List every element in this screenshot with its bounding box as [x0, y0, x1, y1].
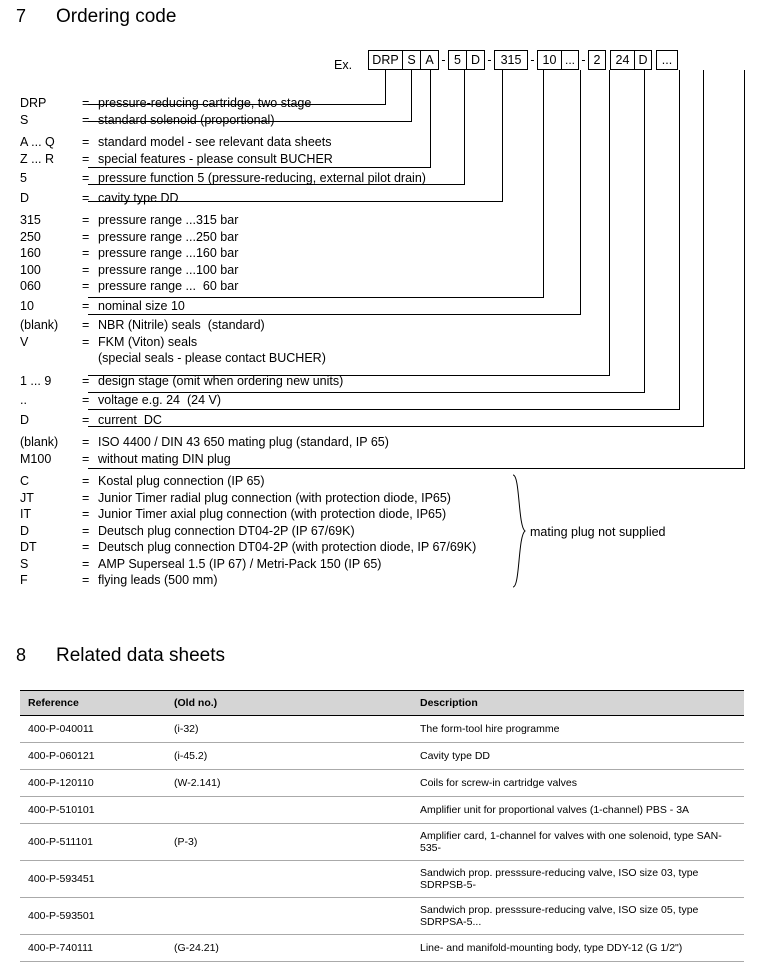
legend-eq: = — [82, 135, 90, 149]
code-box-plug: ... — [656, 50, 678, 70]
legend-key: A ... Q — [20, 135, 55, 149]
legend-key: .. — [20, 393, 27, 407]
ordering-code-boxes — [368, 50, 678, 70]
legend-text: Deutsch plug connection DT04-2P (IP 67/69K) — [98, 523, 355, 538]
legend-eq: = — [82, 556, 90, 571]
cell-description: The form-tool hire programme — [412, 716, 744, 743]
legend-eq: = — [82, 229, 90, 244]
cell-old-no: (G-24.21) — [166, 935, 412, 962]
legend-key: V — [20, 334, 29, 349]
legend-row — [20, 262, 476, 279]
legend-eq: = — [82, 318, 90, 332]
legend-row — [20, 134, 476, 151]
leader-line-seals — [609, 70, 610, 375]
legend-key: IT — [20, 507, 32, 521]
legend-row — [20, 212, 476, 229]
legend-text: voltage e.g. 24 (24 V) — [98, 393, 221, 407]
legend-eq: = — [82, 279, 90, 293]
legend-text: Kostal plug connection (IP 65) — [98, 474, 265, 488]
section-number: 8 — [16, 645, 27, 665]
cell-description: Sandwich prop. presssure-reducing valve, ISO size 05, type SDRPSA-5... — [412, 898, 744, 935]
legend-row — [20, 190, 476, 207]
legend-eq: = — [82, 112, 90, 127]
legend-key: S — [20, 112, 29, 127]
cell-description: Sandwich prop. presssure-reducing valve, ISO size 03, type SDRPSB-5- — [412, 861, 744, 898]
cell-old-no — [166, 797, 412, 824]
legend-eq: = — [82, 171, 90, 185]
legend-row — [20, 523, 476, 540]
legend-key: D — [20, 523, 30, 538]
table-row — [20, 797, 744, 824]
legend-row — [20, 334, 476, 351]
legend-eq: = — [82, 507, 90, 521]
legend-eq: = — [82, 96, 90, 110]
table-row — [20, 935, 744, 962]
legend-key: 5 — [20, 171, 27, 185]
legend-text: cavity type DD — [98, 190, 179, 205]
legend-key: C — [20, 474, 30, 488]
legend-row — [20, 170, 476, 187]
cell-old-no: (W-2.141) — [166, 770, 412, 797]
section-heading-ordering-code — [16, 6, 176, 28]
table-row — [20, 743, 744, 770]
legend-text: pressure range ... 60 bar — [98, 279, 239, 293]
legend-text: AMP Superseal 1.5 (IP 67) / Metri-Pack 150 (IP 65) — [98, 556, 382, 571]
legend-text: Junior Timer radial plug connection (with protection diode, IP65) — [98, 490, 451, 505]
legend-text: (special seals - please contact BUCHER) — [98, 351, 326, 365]
legend-key: JT — [20, 490, 34, 505]
legend-key: D — [20, 190, 30, 205]
legend-key: DRP — [20, 96, 47, 110]
legend-text: ISO 4400 / DIN 43 650 mating plug (standard, IP 65) — [98, 435, 389, 449]
legend-key: 100 — [20, 262, 41, 277]
code-separator-2: - — [487, 53, 492, 67]
cell-old-no — [166, 898, 412, 935]
legend-key: 160 — [20, 246, 41, 260]
code-box-nominal-size: 10 — [537, 50, 561, 70]
legend-row — [20, 434, 476, 451]
section-number: 7 — [16, 6, 27, 26]
legend-eq: = — [82, 474, 90, 488]
legend-text: pressure range ...100 bar — [98, 262, 239, 277]
cell-description: Amplifier unit for proportional valves (1-channel) PBS - 3A — [412, 797, 744, 824]
leader-line-cavity — [502, 70, 503, 201]
legend-text: nominal size 10 — [98, 298, 185, 313]
leader-line-plug — [744, 70, 745, 468]
code-box-solenoid: S — [402, 50, 420, 70]
column-header-reference: Reference — [20, 691, 166, 716]
code-separator-1: - — [441, 53, 446, 67]
legend-key: D — [20, 412, 30, 427]
related-data-sheets-table — [20, 690, 744, 962]
legend-eq: = — [82, 540, 90, 554]
cell-reference: 400-P-060121 — [20, 743, 166, 770]
legend-text: FKM (Viton) seals — [98, 334, 198, 349]
legend-row — [20, 451, 476, 468]
legend-key: 315 — [20, 213, 41, 227]
legend-eq: = — [82, 490, 90, 505]
code-box-voltage: 24 — [610, 50, 634, 70]
column-header-description: Description — [412, 691, 744, 716]
brace-icon — [512, 474, 526, 588]
legend-text: pressure function 5 (pressure-reducing, external pilot drain) — [98, 171, 426, 185]
example-label: Ex. — [334, 58, 353, 72]
legend-row — [20, 112, 476, 129]
cell-reference: 400-P-040011 — [20, 716, 166, 743]
cell-old-no: (i-32) — [166, 716, 412, 743]
section-title: Related data sheets — [56, 645, 226, 666]
legend-row — [20, 229, 476, 246]
legend-eq: = — [82, 451, 90, 466]
legend-text: special features - please consult BUCHER — [98, 151, 333, 166]
legend-key: 060 — [20, 279, 41, 293]
legend-row — [20, 539, 476, 556]
leader-line-current — [703, 70, 704, 426]
cell-reference: 400-P-510101 — [20, 797, 166, 824]
cell-description: Cavity type DD — [412, 743, 744, 770]
cell-old-no: (i-45.2) — [166, 743, 412, 770]
legend-row — [20, 317, 476, 334]
legend-row — [20, 298, 476, 315]
legend-row — [20, 151, 476, 168]
legend-eq: = — [82, 523, 90, 538]
mating-plug-note: mating plug not supplied — [530, 525, 666, 539]
legend-text: flying leads (500 mm) — [98, 573, 218, 587]
legend-text: pressure range ...315 bar — [98, 213, 239, 227]
legend-text: pressure range ...250 bar — [98, 229, 239, 244]
cell-description: Line- and manifold-mounting body, type DDY-12 (G 1/2") — [412, 935, 744, 962]
code-box-current: D — [634, 50, 652, 70]
leader-line-design-stage — [644, 70, 645, 392]
legend-key: F — [20, 573, 28, 587]
legend-row — [20, 572, 476, 589]
legend-eq: = — [82, 435, 90, 449]
cell-description: Coils for screw-in cartridge valves — [412, 770, 744, 797]
legend-row — [20, 350, 476, 367]
legend-text: current DC — [98, 412, 162, 427]
legend-row — [20, 373, 476, 390]
cell-reference: 400-P-120110 — [20, 770, 166, 797]
code-box-pressure-range: 315 — [494, 50, 528, 70]
legend-eq: = — [82, 213, 90, 227]
legend-text: pressure range ...160 bar — [98, 246, 239, 260]
code-box-design-stage: 2 — [588, 50, 606, 70]
legend-key: 10 — [20, 298, 34, 313]
legend-row — [20, 278, 476, 295]
leader-line-pressure — [543, 70, 544, 297]
legend-key: DT — [20, 540, 37, 554]
legend-text: Junior Timer axial plug connection (with protection diode, IP65) — [98, 507, 447, 521]
legend-key: (blank) — [20, 318, 59, 332]
legend-text: standard model - see relevant data sheets — [98, 135, 332, 149]
code-box-drp: DRP — [368, 50, 402, 70]
table-row — [20, 770, 744, 797]
table-row — [20, 898, 744, 935]
code-box-model: A — [420, 50, 439, 70]
cell-description: Amplifier card, 1-channel for valves with one solenoid, type SAN-535- — [412, 824, 744, 861]
table-header-row — [20, 691, 744, 716]
legend-eq: = — [82, 298, 90, 313]
column-header-old-no: (Old no.) — [166, 691, 412, 716]
cell-reference: 400-P-593501 — [20, 898, 166, 935]
legend-key: S — [20, 556, 29, 571]
legend-text: without mating DIN plug — [98, 451, 231, 466]
legend-text: Deutsch plug connection DT04-2P (with protection diode, IP 67/69K) — [98, 540, 477, 554]
legend-text: NBR (Nitrile) seals (standard) — [98, 318, 265, 332]
legend-row — [20, 95, 476, 112]
legend-eq: = — [82, 262, 90, 277]
legend-key: M100 — [20, 451, 52, 466]
legend-row — [20, 556, 476, 573]
code-box-cavity: D — [466, 50, 485, 70]
legend-row — [20, 506, 476, 523]
legend-row — [20, 392, 476, 409]
legend-eq: = — [82, 573, 90, 587]
legend-eq: = — [82, 412, 90, 427]
legend-key: 250 — [20, 229, 41, 244]
legend-row — [20, 490, 476, 507]
section-heading-related-data-sheets — [16, 645, 225, 667]
section-title: Ordering code — [56, 6, 177, 27]
legend-eq: = — [82, 151, 90, 166]
cell-reference: 400-P-740111 — [20, 935, 166, 962]
cell-reference: 400-P-593451 — [20, 861, 166, 898]
legend-eq: = — [82, 334, 90, 349]
cell-old-no: (P-3) — [166, 824, 412, 861]
code-box-function: 5 — [448, 50, 466, 70]
legend-row — [20, 473, 476, 490]
legend-text: standard solenoid (proportional) — [98, 112, 275, 127]
leader-line-nominal — [580, 70, 581, 314]
table-row — [20, 824, 744, 861]
legend-key: (blank) — [20, 435, 59, 449]
ordering-code-legend — [20, 95, 476, 589]
legend-eq: = — [82, 190, 90, 205]
code-separator-4: - — [581, 53, 586, 67]
legend-eq: = — [82, 393, 90, 407]
code-separator-3: - — [530, 53, 535, 67]
legend-text: pressure-reducing cartridge, two stage — [98, 96, 312, 110]
legend-row — [20, 412, 476, 429]
leader-line-voltage — [679, 70, 680, 409]
legend-text: design stage (omit when ordering new units) — [98, 373, 344, 388]
legend-key: 1 ... 9 — [20, 373, 52, 388]
legend-key: Z ... R — [20, 151, 55, 166]
legend-eq: = — [82, 373, 90, 388]
code-box-seals: ... — [561, 50, 579, 70]
legend-eq: = — [82, 246, 90, 260]
table-row — [20, 716, 744, 743]
legend-row — [20, 245, 476, 262]
cell-reference: 400-P-511101 — [20, 824, 166, 861]
